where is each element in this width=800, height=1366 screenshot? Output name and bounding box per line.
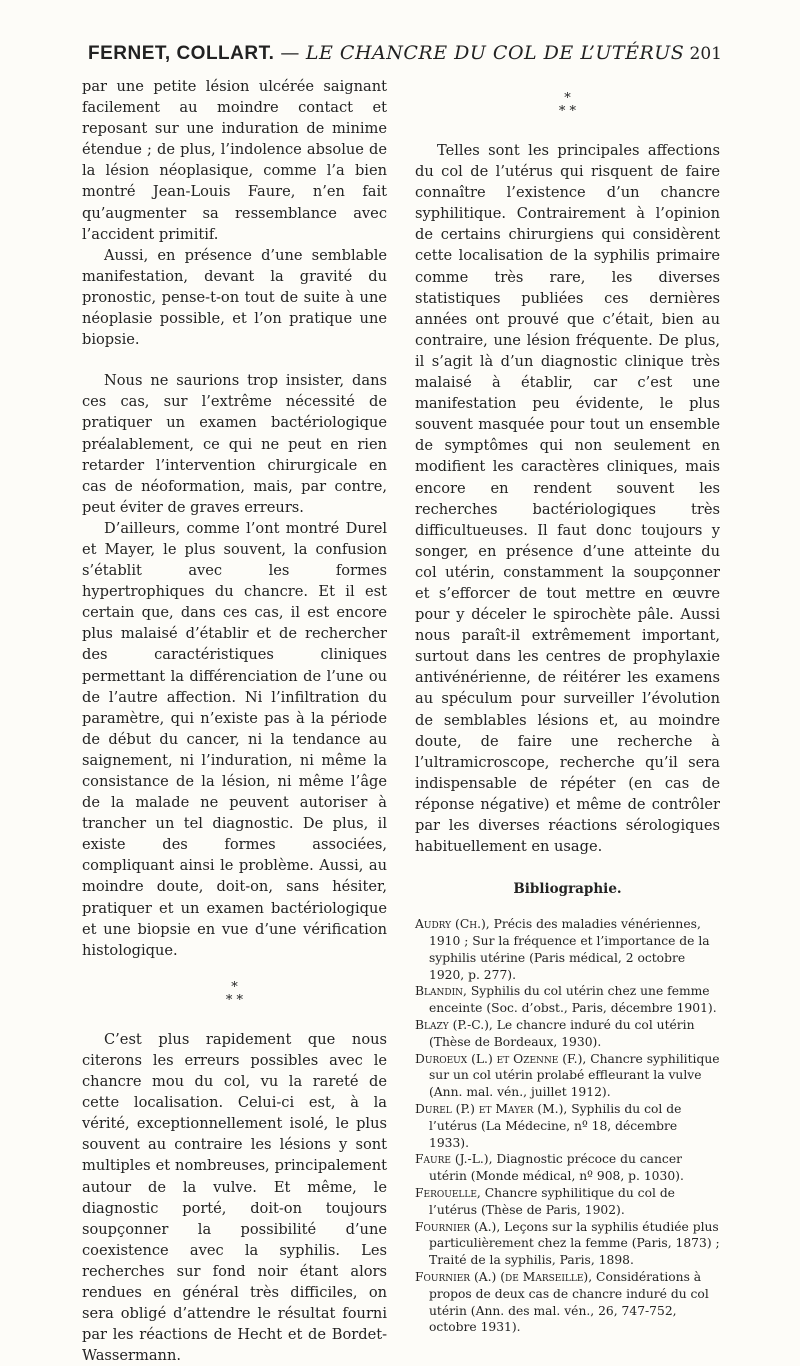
bibliography-author: Duroeux (L.) et Ozenne (F.), (415, 1051, 587, 1066)
bibliography-entry (415, 1051, 720, 1101)
bibliography-text: Syphilis du col utérin chez une femme enceinte (Soc. d’obst., Paris, décembre 1901). (429, 984, 717, 1016)
left-paragraph-5: C’est plus rapidement que nous citerons les erreurs possibles avec le chancre mou du col, vu la rareté de cette localisation. Celui-ci est, à la vérité, exceptionnellement isolé, le plus souvent au contraire les lésions y sont multiples et nombreuses, principalement autour de la vulve. Et même, le diagnostic porté, doit-on toujours soupçonner la possibilité d’une coexistence avec la syphilis. Les recherches sur fond noir étant alors rendues en général très difficiles, on sera obligé d’attendre le résultat fourni par les réactions de Hecht et de Bordet-Wassermann. (82, 1030, 387, 1365)
bibliography-author: Blazy (P.-C.), (415, 1018, 493, 1033)
running-header (88, 42, 722, 72)
bibliography-author: Fournier (A.), (415, 1219, 501, 1234)
bibliography-author: Durel (P.) et Mayer (M.), (415, 1102, 568, 1117)
page-number: 201 (689, 44, 722, 64)
bibliography-entry (415, 916, 720, 983)
header-authors: FERNET, COLLART. (88, 43, 275, 64)
bibliography-author: Fournier (A.) (de Marseille), (415, 1270, 593, 1285)
right-column (415, 92, 720, 1336)
bibliography-text: Précis des maladies vénériennes, 1910 ; Sur la fréquence et l’importance de la syphilis utérine (Paris médical, 2 octobre 1920, p. 277). (429, 917, 710, 982)
stars-bottom: * * (558, 104, 577, 119)
left-paragraph-4: D’ailleurs, comme l’ont montré Durel et Mayer, le plus souvent, la confusion s’établit avec les formes hypertrophiques du chancre. Et il est certain que, dans ces cas, il est encore plus malaisé d’établir et de rechercher des caractéristiques cliniques permettant la différenciation de l’une ou de l’autre affection. Ni l’infiltration du paramètre, qui n’existe pas à la période de début du cancer, ni la tendance au saignement, ni l’induration, ni même la consistance de la lésion, ni même l’âge de la malade ne peuvent autoriser à trancher un tel diagnostic. De plus, il existe des formes associées, compliquant ainsi le problème. Aussi, au moindre doute, doit-on, sans hésiter, pratiquer et un examen bactériologique et une biopsie en vue d’une vérification histologique. (82, 519, 387, 959)
section-separator-stars (82, 981, 387, 1007)
bibliography-text: Considérations à propos de deux cas de chancre induré du col utérin (Ann. des mal. vén., 26, 747-752, octobre 1931). (429, 1270, 709, 1335)
left-paragraph-2: Aussi, en présence d’une semblable manifestation, devant la gravité du pronostic, pense-t-on tout de suite à une néoplasie possible, et l’on pratique une biopsie. (82, 246, 387, 349)
bibliography-author: Blandin, (415, 984, 467, 999)
bibliography-entry (415, 1151, 720, 1185)
bibliography-list (415, 916, 720, 1336)
bibliography-entry (415, 1185, 720, 1219)
bibliography-heading: Bibliographie. (513, 881, 622, 898)
stars-top: * (564, 91, 571, 106)
bibliography-entry (415, 983, 720, 1017)
bibliography-author: Faure (J.-L.), (415, 1152, 493, 1167)
section-separator-stars (415, 92, 720, 118)
bibliography-text: Chancre syphilitique sur un col utérin prolabé effleurant la vulve (Ann. mal. vén., juillet 1912). (429, 1051, 720, 1100)
header-separator: — (280, 42, 300, 64)
bibliography-entry (415, 1219, 720, 1269)
running-title (88, 42, 684, 65)
paragraph-gap (82, 350, 387, 370)
bibliography-entry (415, 1101, 720, 1151)
bibliography-text: Diagnostic précoce du cancer utérin (Monde médical, nº 908, p. 1030). (429, 1152, 684, 1184)
bibliography-text: Syphilis du col de l’utérus (La Médecine, nº 18, décembre 1933). (429, 1102, 682, 1150)
header-article-title: LE CHANCRE DU COL DE L’UTÉRUS (305, 42, 685, 64)
bibliography-text: Le chancre induré du col utérin (Thèse de Bordeaux, 1930). (429, 1018, 695, 1049)
bibliography-entry (415, 1269, 720, 1336)
bibliography-entry (415, 1017, 720, 1051)
left-paragraph-3: Nous ne saurions trop insister, dans ces cas, sur l’extrême nécessité de pratiquer un examen bactériologique préalablement, ce qui ne peut en rien retarder l’intervention chirurgicale en cas de néoformation, mais, par contre, peut éviter de graves erreurs. (82, 372, 387, 516)
left-paragraph-1: par une petite lésion ulcérée saignant facilement au moindre contact et reposant sur une induration de minime étendue ; de plus, l’indolence absolue de la lésion néoplasique, comme l’a bien montré Jean-Louis Faure, n’en fait qu’augmenter sa ressemblance avec l’accident primitif. (82, 78, 387, 243)
bibliography-text: Leçons sur la syphilis étudiée plus particulièrement chez la femme (Paris, 1873) ; Traité de la syphilis, Paris, 1898. (429, 1219, 720, 1268)
stars-top: * (231, 979, 238, 995)
right-paragraph-1: Telles sont les principales affections du col de l’utérus qui risquent de faire connaître l’existence d’un chancre syphilitique. Contrairement à l’opinion de certains chirurgiens qui considèrent cette localisation de la syphilis primaire comme très rare, les diverses statistiques publiées ces dernières années ont prouvé que c’était, bien au contraire, une lésion fréquente. De plus, il s’agit là d’un diagnostic clinique très malaisé à établir, car c’est une manifestation peu évidente, le plus souvent masquée pour tout un ensemble de symptômes qui non seulement en modifient les caractères cliniques, mais encore en rendent souvent les recherches bactériologiques très difficultueuses. Il faut donc toujours y songer, en présence d’une atteinte du col utérin, constamment la soupçonner et s’efforcer de tout mettre en œuvre pour y déceler le spirochète pâle. Aussi nous paraît-il extrêmement important, surtout dans les centres de prophylaxie antivénérienne, de réitérer les examens au spéculum pour surveiller l’évolution de semblables lésions et, au moindre doute, de faire une recherche à l’ultramicroscope, recherche qu’il sera indispensable de répéter (en cas de réponse négative) et même de contrôler par les diverses réactions sérologiques habituellement en usage. (415, 142, 720, 856)
stars-bottom: * * (225, 992, 244, 1008)
bibliography-author: Ferouelle, (415, 1186, 481, 1201)
left-column (82, 76, 387, 1366)
bibliography-author: Audry (Ch.), (415, 917, 490, 932)
bibliography-text: Chancre syphilitique du col de l’utérus (Thèse de Paris, 1902). (429, 1186, 675, 1217)
